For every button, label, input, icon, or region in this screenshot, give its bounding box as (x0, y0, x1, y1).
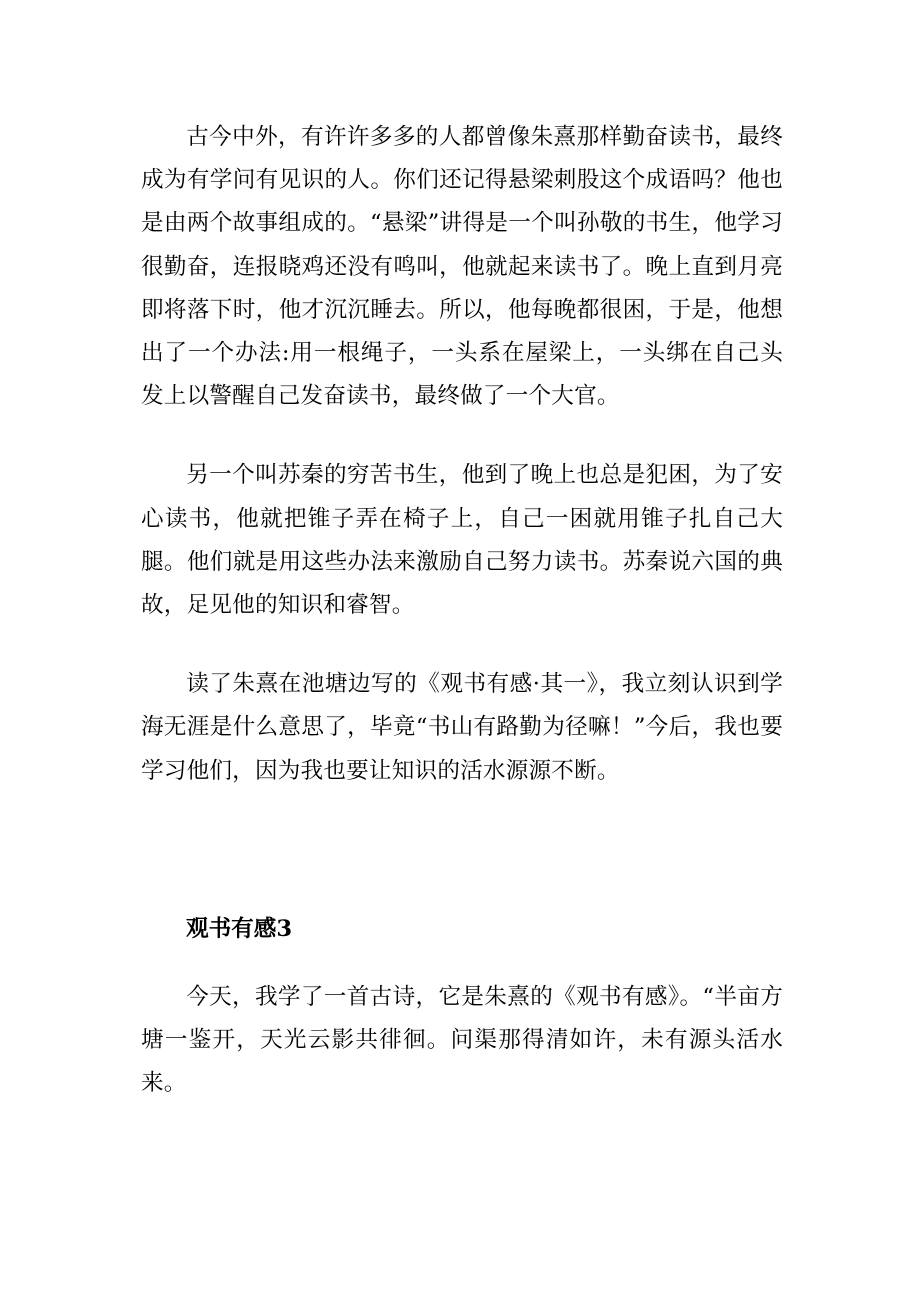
section-heading: 观书有感3 (186, 916, 293, 942)
paragraph-1: 古今中外，有许许多多的人都曾像朱熹那样勤奋读书，最终成为有学问有见识的人。你们还记得悬梁刺股这个成语吗？他也是由两个故事组成的。“悬梁”讲得是一个叫孙敬的书生，他学习很勤奋，连报晓鸡还没有鸣叫，他就起来读书了。晚上直到月亮即将落下时，他才沉沉睡去。所以，他每晚都很困，于是，他想出了一个办法:用一根绳子，一头系在屋梁上，一头绑在自己头发上以警醒自己发奋读书，最终做了一个大官。 (141, 124, 783, 410)
section-body-text (141, 976, 783, 1106)
paragraph-2: 另一个叫苏秦的穷苦书生，他到了晚上也总是犯困，为了安心读书，他就把锥子弄在椅子上，自己一困就用锥子扎自己大腿。他们就是用这些办法来激励自己努力读书。苏秦说六国的典故，足见他的知识和睿智。 (141, 462, 783, 619)
section-paragraph-1: 今天，我学了一首古诗，它是朱熹的《观书有感》。“半亩方塘一鉴开，天光云影共徘徊。问渠那得清如许，未有源头活水来。 (141, 984, 783, 1097)
body-text (141, 116, 783, 793)
paragraph-3: 读了朱熹在池塘边写的《观书有感·其一》，我立刻认识到学海无涯是什么意思了，毕竟“书山有路勤为径嘛！”今后，我也要学习他们，因为我也要让知识的活水源源不断。 (141, 671, 783, 784)
